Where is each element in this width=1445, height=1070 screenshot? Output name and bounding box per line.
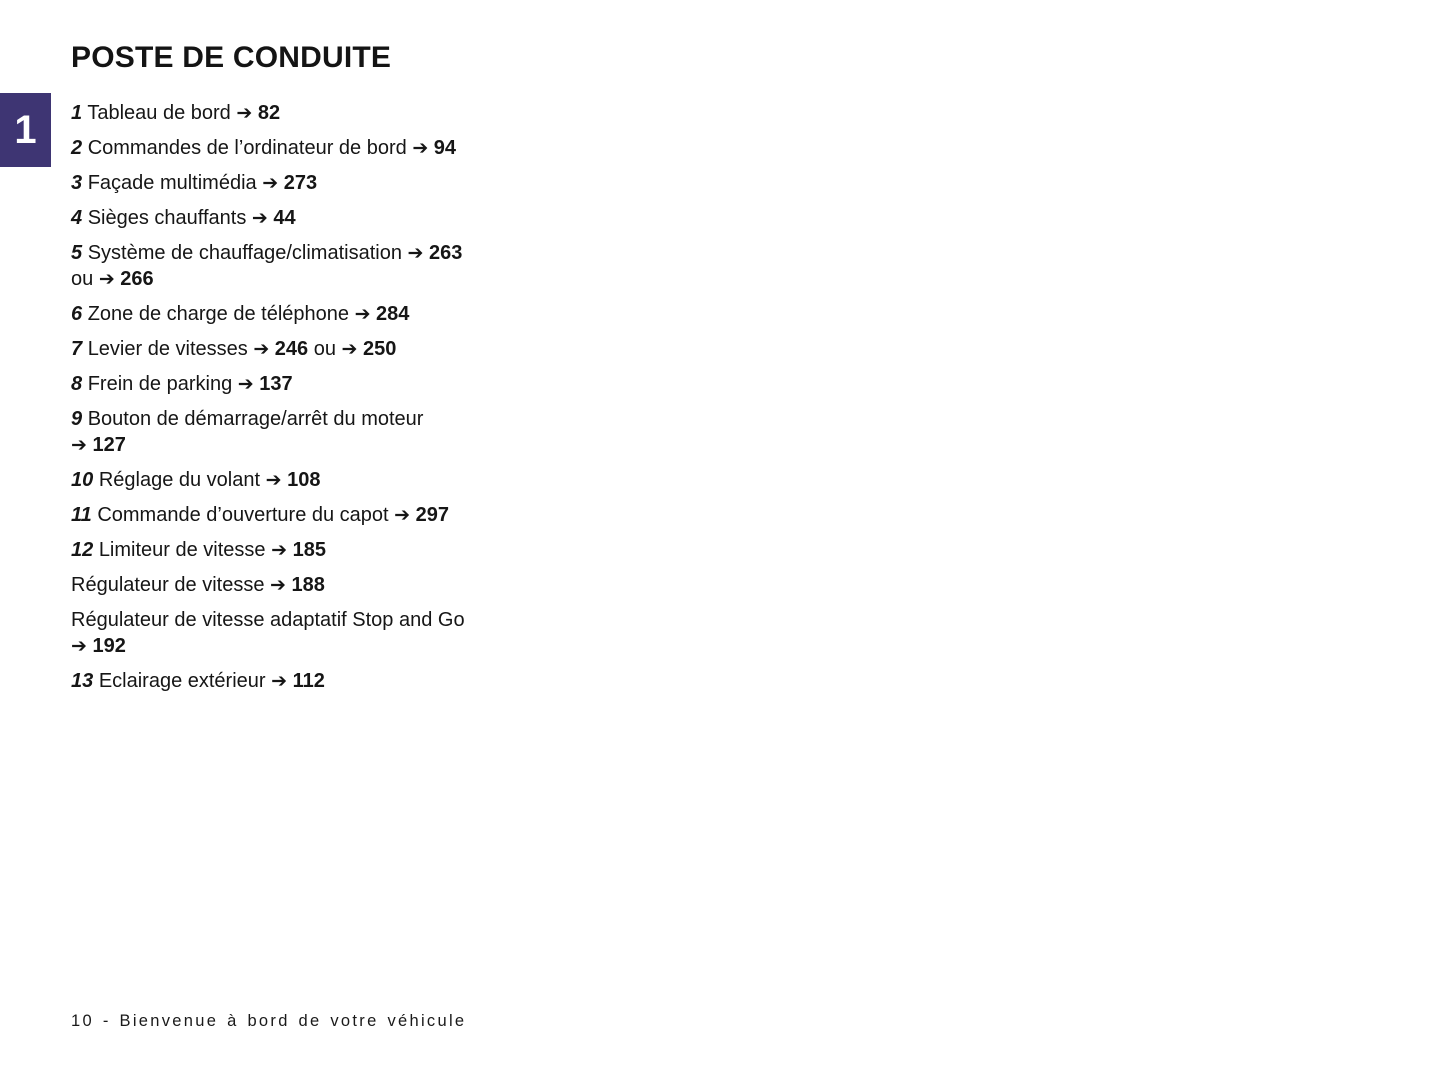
page-ref: ➔ 112: [271, 670, 325, 692]
list-item: [71, 135, 473, 161]
item-label: Commande d’ouverture du capot: [97, 504, 395, 526]
item-number: 11: [71, 504, 92, 526]
item-number: 3: [71, 172, 83, 194]
arrow-icon: ➔: [265, 469, 282, 491]
list-item: [71, 336, 473, 362]
page-ref: ➔ 250: [341, 338, 397, 360]
page-ref: ➔ 185: [271, 539, 326, 561]
list-item: [71, 301, 473, 327]
arrow-icon: ➔: [236, 102, 253, 124]
item-label: Tableau de bord: [87, 102, 237, 124]
page-ref: ➔ 137: [237, 373, 293, 395]
item-label: Limiteur de vitesse: [98, 539, 272, 561]
page-footer: 10 - Bienvenue à bord de votre véhicule: [71, 1012, 467, 1030]
item-number: 13: [71, 670, 94, 692]
page-title: POSTE DE CONDUITE: [71, 41, 392, 74]
item-number: 8: [71, 373, 83, 395]
arrow-icon: ➔: [71, 434, 87, 456]
item-label: Zone de charge de téléphone: [87, 303, 355, 325]
page-ref: ➔ 192: [71, 635, 126, 657]
arrow-icon: ➔: [71, 635, 87, 657]
arrow-icon: ➔: [271, 670, 288, 692]
page-ref: ➔ 108: [265, 469, 321, 491]
list-item: [71, 668, 473, 694]
arrow-icon: ➔: [341, 338, 358, 360]
list-item: [71, 537, 473, 563]
item-number: 10: [71, 469, 94, 491]
page-ref: ➔ 94: [412, 137, 457, 159]
arrow-icon: ➔: [412, 137, 429, 159]
arrow-icon: ➔: [253, 338, 270, 360]
page-ref: ➔ 266: [98, 268, 154, 290]
item-label: ou: [71, 268, 99, 290]
item-number: 2: [71, 137, 83, 159]
item-number: 9: [71, 408, 83, 430]
page-ref: ➔ 188: [270, 574, 325, 596]
arrow-icon: ➔: [251, 207, 268, 229]
item-number: 1: [71, 102, 83, 124]
arrow-icon: ➔: [407, 242, 424, 264]
item-label: Régulateur de vitesse adaptatif Stop and Go: [71, 609, 465, 631]
item-number: 12: [71, 539, 94, 561]
item-label: ou: [308, 338, 342, 360]
list-item: [71, 607, 473, 659]
arrow-icon: ➔: [394, 504, 411, 526]
list-item: [71, 205, 473, 231]
item-label: Eclairage extérieur: [98, 670, 272, 692]
page-ref: ➔ 44: [251, 207, 296, 229]
item-number: 4: [71, 207, 83, 229]
chapter-number: 1: [14, 108, 37, 152]
item-label: Régulateur de vitesse: [71, 574, 271, 596]
arrow-icon: ➔: [237, 373, 254, 395]
list-item: [71, 240, 473, 292]
arrow-icon: ➔: [98, 268, 115, 290]
page-ref: ➔ 246: [253, 338, 309, 360]
item-label: Bouton de démarrage/arrêt du moteur: [87, 408, 424, 430]
list-item: [71, 100, 473, 126]
items-list: [71, 100, 473, 703]
item-label: Sièges chauffants: [87, 207, 252, 229]
arrow-icon: ➔: [262, 172, 279, 194]
item-number: 5: [71, 242, 83, 264]
item-label: Frein de parking: [87, 373, 238, 395]
item-label: Levier de vitesses: [87, 338, 254, 360]
list-item: [71, 371, 473, 397]
list-item: [71, 572, 473, 598]
page-ref: ➔ 82: [236, 102, 281, 124]
arrow-icon: ➔: [271, 539, 288, 561]
list-item: [71, 502, 473, 528]
chapter-tab: [0, 93, 51, 167]
list-item: [71, 170, 473, 196]
item-number: 7: [71, 338, 83, 360]
item-number: 6: [71, 303, 83, 325]
item-label: Commandes de l’ordinateur de bord: [87, 137, 413, 159]
list-item: [71, 406, 473, 458]
page-ref: ➔ 263: [407, 242, 463, 264]
page-ref: ➔ 273: [262, 172, 318, 194]
item-label: Système de chauffage/climatisation: [87, 242, 408, 264]
page-ref: ➔ 127: [71, 434, 126, 456]
item-label: Façade multimédia: [87, 172, 263, 194]
arrow-icon: ➔: [270, 574, 286, 596]
page-ref: ➔ 284: [354, 303, 410, 325]
list-item: [71, 467, 473, 493]
arrow-icon: ➔: [354, 303, 371, 325]
page-ref: ➔ 297: [394, 504, 450, 526]
item-label: Réglage du volant: [98, 469, 266, 491]
